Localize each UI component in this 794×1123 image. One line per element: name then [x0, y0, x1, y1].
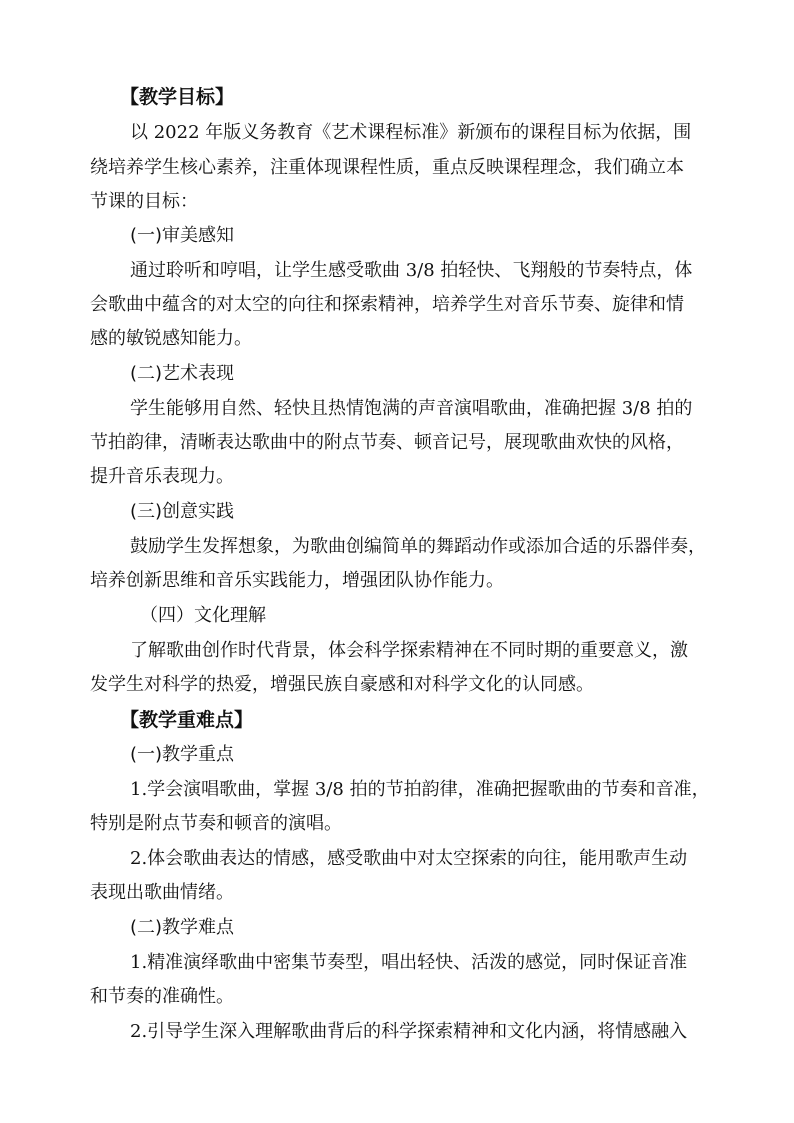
list-item-line: 表现出歌曲情绪。: [90, 882, 234, 903]
paragraph-line: 了解歌曲创作时代背景，体会科学探索精神在不同时期的重要意义，激: [130, 640, 688, 661]
paragraph-line: 感的敏锐感知能力。: [90, 328, 252, 349]
list-item-line: 1.精准演绎歌曲中密集节奏型，唱出轻快、活泼的感觉，同时保证音准: [130, 952, 688, 973]
intro-line-2: 绕培养学生核心素养，注重体现课程性质，重点反映课程理念，我们确立本: [90, 157, 684, 178]
paragraph-line: 鼓励学生发挥想象，为歌曲创编简单的舞蹈动作或添加合适的乐器伴奏，: [130, 536, 706, 557]
paragraph-line: 提升音乐表现力。: [90, 466, 234, 487]
subheading-creative-practice: (三)创意实践: [130, 501, 235, 522]
list-item-line: 特别是附点节奏和顿音的演唱。: [90, 813, 342, 834]
paragraph-line: 学生能够用自然、轻快且热情饱满的声音演唱歌曲，准确把握 3/8 拍的: [130, 398, 693, 419]
list-item-line: 2.引导学生深入理解歌曲背后的科学探索精神和文化内涵，将情感融入: [130, 1021, 688, 1042]
paragraph-line: 发学生对科学的热爱，增强民族自豪感和对科学文化的认同感。: [90, 674, 594, 695]
subheading-cultural-understanding: （四）文化理解: [140, 605, 266, 626]
subheading-aesthetic-perception: (一)审美感知: [130, 225, 235, 246]
intro-line-3: 节课的目标：: [90, 191, 198, 212]
list-item-line: 1.学会演唱歌曲，掌握 3/8 拍的节拍韵律，准确把握歌曲的节奏和音准，: [130, 779, 710, 800]
paragraph-line: 通过聆听和哼唱，让学生感受歌曲 3/8 拍轻快、飞翔般的节奏特点，体: [130, 260, 693, 281]
paragraph-line: 节拍韵律，清晰表达歌曲中的附点节奏、顿音记号，展现歌曲欢快的风格，: [90, 432, 684, 453]
paragraph-line: 会歌曲中蕴含的对太空的向往和探索精神，培养学生对音乐节奏、旋律和情: [90, 294, 684, 315]
intro-line-1: 以 2022 年版义务教育《艺术课程标准》新颁布的课程目标为依据，围: [130, 122, 692, 143]
subheading-artistic-expression: (二)艺术表现: [130, 363, 235, 384]
subheading-teaching-difficulty: (二)教学难点: [130, 917, 235, 938]
list-item-line: 和节奏的准确性。: [90, 986, 234, 1007]
section-heading-teaching-goals: 【教学目标】: [120, 86, 235, 108]
list-item-line: 2.体会歌曲表达的情感，感受歌曲中对太空探索的向往，能用歌声生动: [130, 848, 688, 869]
subheading-teaching-focus: (一)教学重点: [130, 744, 235, 765]
paragraph-line: 培养创新思维和音乐实践能力，增强团队协作能力。: [90, 570, 504, 591]
section-heading-key-difficulties: 【教学重难点】: [120, 709, 254, 731]
